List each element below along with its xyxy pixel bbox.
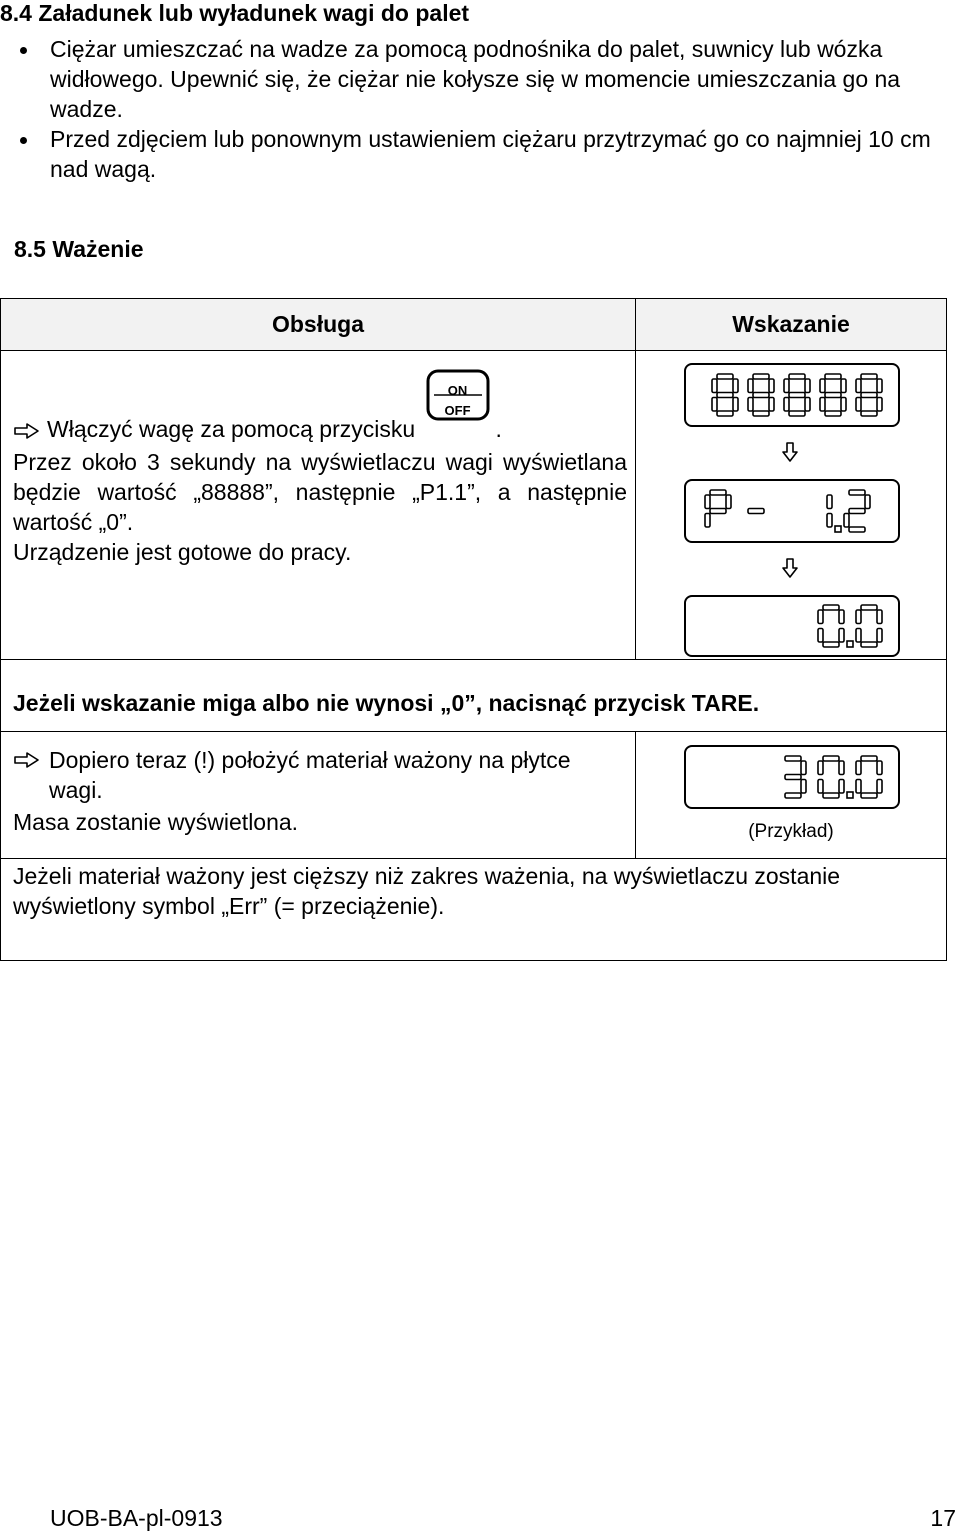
lcd-segment — [753, 393, 769, 398]
lcd-segment — [861, 374, 877, 379]
lcd-segment — [841, 379, 846, 393]
row3-line1: Dopiero teraz (!) położyć materiał ważony na płytce wagi. — [49, 747, 571, 803]
lcd-digits — [686, 481, 898, 541]
lcd-segment — [705, 514, 710, 528]
lcd-decimal-point — [835, 526, 841, 532]
lcd-segment — [726, 495, 731, 509]
list-item — [14, 34, 944, 124]
lcd-digits — [686, 597, 898, 655]
tare-note: Jeżeli wskazanie miga albo nie wynosi „0”, nacisnąć przycisk TARE. — [13, 690, 760, 716]
section-8-4-bullets — [14, 34, 954, 184]
lcd-segment — [861, 393, 877, 398]
lcd-segment — [877, 398, 882, 412]
lcd-segment — [789, 411, 805, 416]
lcd-display-3 — [684, 595, 900, 657]
lcd-segment — [785, 793, 801, 798]
lcd-segment — [801, 780, 806, 794]
divider — [1, 858, 946, 859]
divider — [1, 350, 946, 351]
lcd-segment — [818, 780, 823, 794]
lcd-segment — [823, 756, 839, 761]
lcd-segment — [856, 379, 861, 393]
row1-line2: Przez około 3 sekundy na wyświetlaczu wagi wyświetlana będzie wartość „88888”, następnie „P1.1”, a następnie wartość „0”. — [13, 449, 627, 535]
lcd-segment — [710, 490, 726, 495]
lcd-segment — [865, 495, 870, 509]
lcd-segment — [785, 775, 801, 780]
bullet-text: Przed zdjęciem lub ponownym ustawieniem ciężaru przytrzymać go co najmniej 10 cm nad wagą. — [50, 126, 931, 182]
lcd-segment — [825, 393, 841, 398]
lcd-segment — [805, 398, 810, 412]
lcd-segment — [784, 379, 789, 393]
lcd-segment — [856, 780, 861, 794]
section-8-4-title: 8.4 Załadunek lub wyładunek wagi do palet — [0, 0, 470, 26]
bullet-icon — [20, 47, 27, 54]
lcd-segment — [748, 379, 753, 393]
lcd-segment — [717, 374, 733, 379]
lcd-segment — [839, 629, 844, 643]
lcd-segment — [825, 411, 841, 416]
lcd-segment — [856, 761, 861, 775]
lcd-segment — [818, 610, 823, 624]
lcd-segment — [877, 780, 882, 794]
lcd-segment — [825, 374, 841, 379]
bullet-icon — [20, 137, 27, 144]
lcd-segment — [839, 780, 844, 794]
bullet-text: Ciężar umieszczać na wadze za pomocą podnośnika do palet, suwnicy lub wózka widłowego. Upewnić się, że ciężar nie kołysze się w momencie umieszczania go na wadze. — [50, 36, 901, 122]
row1-key-punctuation: . — [495, 416, 502, 442]
lcd-segment — [823, 605, 839, 610]
divider — [1, 659, 946, 660]
lcd-decimal-point — [847, 641, 853, 647]
lcd-segment — [827, 495, 832, 509]
lcd-segment — [705, 495, 710, 509]
lcd-segment — [841, 398, 846, 412]
lcd-segment — [801, 761, 806, 775]
lcd-segment — [861, 642, 877, 647]
example-label: (Przykład) — [748, 821, 834, 842]
lcd-segment — [820, 379, 825, 393]
lcd-segment — [849, 490, 865, 495]
lcd-segment — [733, 398, 738, 412]
lcd-digits — [686, 365, 898, 425]
lcd-digits — [686, 747, 898, 807]
lcd-segment — [717, 411, 733, 416]
lcd-segment — [748, 509, 764, 514]
row1-line3: Urządzenie jest gotowe do pracy. — [13, 539, 352, 565]
hollow-arrow-down-icon — [781, 557, 799, 579]
hollow-arrow-down-icon — [781, 441, 799, 463]
row1-line1: Włączyć wagę za pomocą przycisku — [47, 416, 416, 442]
lcd-segment — [856, 398, 861, 412]
lcd-display-example — [684, 745, 900, 809]
lcd-segment — [827, 514, 832, 528]
on-off-key-icon — [426, 383, 496, 445]
key-label-on: ON — [447, 383, 468, 398]
lcd-segment — [823, 642, 839, 647]
lcd-segment — [789, 393, 805, 398]
lcd-segment — [769, 398, 774, 412]
lcd-segment — [733, 379, 738, 393]
lcd-segment — [805, 379, 810, 393]
lcd-segment — [877, 379, 882, 393]
lcd-segment — [717, 393, 733, 398]
row3-instruction — [13, 745, 627, 837]
lcd-segment — [789, 374, 805, 379]
lcd-segment — [839, 761, 844, 775]
lcd-segment — [861, 605, 877, 610]
lcd-segment — [753, 411, 769, 416]
divider — [1, 731, 946, 732]
lcd-segment — [785, 756, 801, 761]
lcd-segment — [820, 398, 825, 412]
lcd-segment — [818, 761, 823, 775]
lcd-segment — [818, 629, 823, 643]
lcd-segment — [823, 793, 839, 798]
hollow-arrow-right-icon — [13, 422, 41, 440]
list-item — [14, 124, 944, 184]
lcd-segment — [784, 398, 789, 412]
lcd-segment — [844, 514, 849, 528]
lcd-segment — [839, 610, 844, 624]
row3-line2: Masa zostanie wyświetlona. — [13, 809, 299, 835]
lcd-segment — [877, 629, 882, 643]
row1-instruction — [13, 383, 627, 567]
lcd-segment — [856, 629, 861, 643]
weighing-table — [0, 298, 947, 961]
lcd-segment — [849, 509, 865, 514]
lcd-segment — [877, 610, 882, 624]
footer-doc-id: UOB-BA-pl-0913 — [50, 1505, 223, 1531]
lcd-segment — [753, 374, 769, 379]
col-header-operation: Obsługa — [1, 299, 635, 350]
key-label-off: OFF — [444, 403, 471, 418]
lcd-segment — [861, 411, 877, 416]
lcd-segment — [769, 379, 774, 393]
col-header-display: Wskazanie — [636, 299, 946, 350]
lcd-segment — [712, 379, 717, 393]
lcd-segment — [861, 756, 877, 761]
lcd-segment — [748, 398, 753, 412]
lcd-segment — [861, 793, 877, 798]
lcd-segment — [877, 761, 882, 775]
overload-note: Jeżeli materiał ważony jest cięższy niż zakres ważenia, na wyświetlaczu zostanie wyświetlony symbol „Err” (= przeciążenie). — [13, 863, 841, 919]
hollow-arrow-right-icon — [13, 751, 41, 769]
lcd-display-2 — [684, 479, 900, 543]
lcd-display-1 — [684, 363, 900, 427]
section-8-5-title: 8.5 Ważenie — [14, 236, 144, 262]
lcd-segment — [849, 527, 865, 532]
lcd-decimal-point — [847, 792, 853, 798]
footer-page-number: 17 — [930, 1505, 956, 1531]
divider — [635, 299, 636, 659]
lcd-segment — [712, 398, 717, 412]
lcd-segment — [856, 610, 861, 624]
lcd-segment — [710, 509, 726, 514]
